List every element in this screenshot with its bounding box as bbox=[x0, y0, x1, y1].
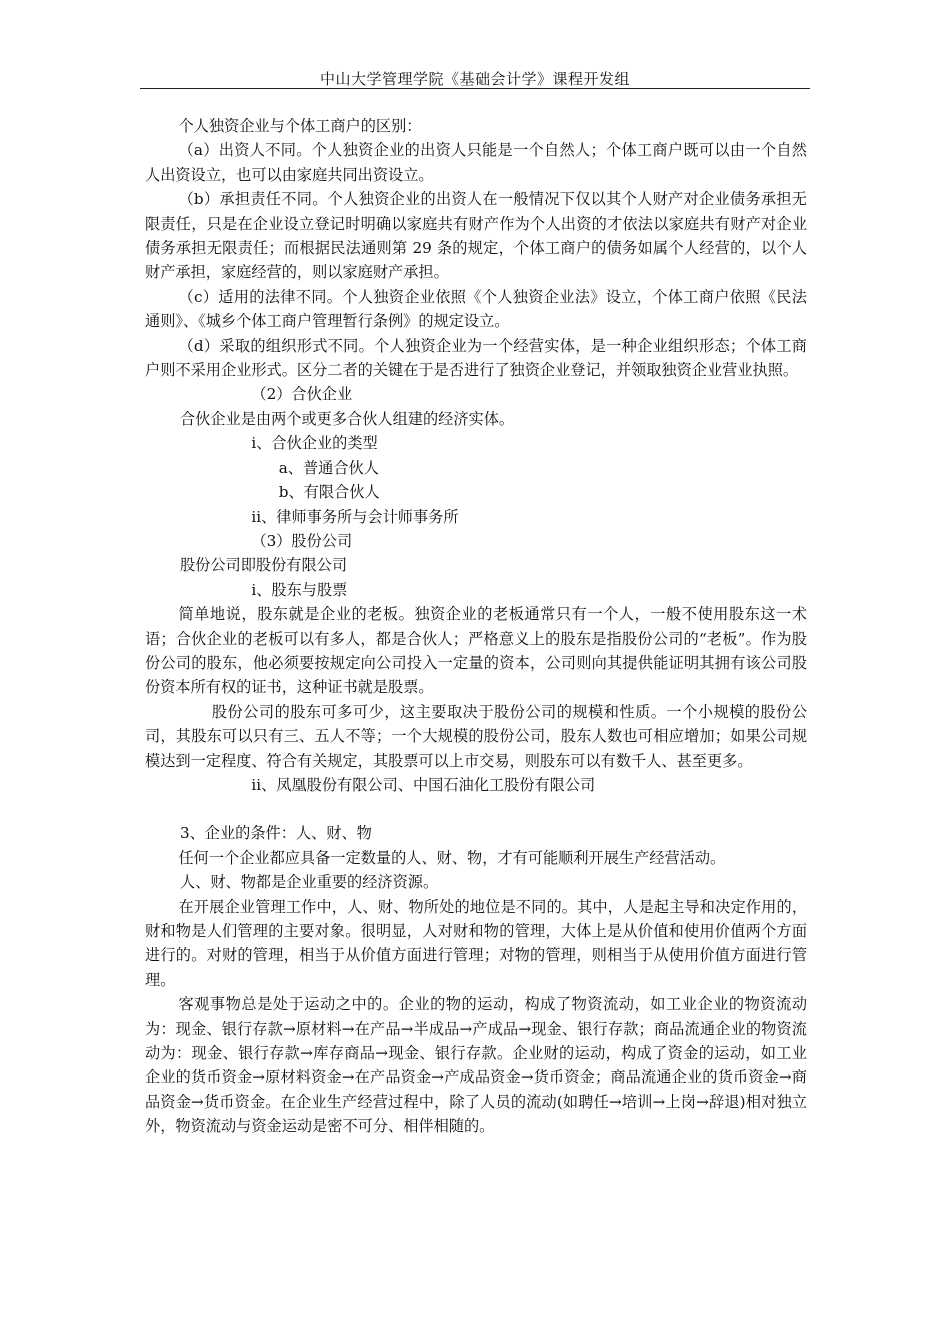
para-joint-stock-def: 股份公司即股份有限公司 bbox=[179, 556, 348, 575]
list-item-general-partner: a、普通合伙人 bbox=[278, 458, 379, 477]
list-item-examples: ⅱ、凤凰股份有限公司、中国石油化工股份有限公司 bbox=[251, 775, 596, 794]
heading-partnership: （2）合伙企业 bbox=[251, 385, 353, 404]
header-rule bbox=[140, 88, 810, 89]
para-shareholder-count: 股份公司的股东可多可少，这主要取决于股份公司的规模和性质。一个小规模的股份公司，其股东可以只有三、五人不等；一个大规模的股份公司，股东人数也可相应增加；如果公司规模达到一定程度、符合有关规定，其股票可以上市交易，则股东可以有数千人、甚至更多。 bbox=[145, 702, 807, 770]
para-flow-movement: 客观事物总是处于运动之中的。企业的物的运动，构成了物资流动，如工业企业的物资流动为：现金、银行存款→原材料→在产品→半成品→产成品→现金、银行存款；商品流通企业的物资流动为：现金、银行存款→库存商品→现金、银行存款。企业财的运动，构成了资金的运动，如工业企业的货币资金→原材料资金→在产品资金→产成品资金→货币资金；商品流通企业的货币资金→商品资金→货币资金。在企业生产经营过程中，除了人员的流动(如聘任→培训→上岗→辞退)相对独立外，物资流动与资金运动是密不可分、相伴相随的。 bbox=[145, 995, 807, 1136]
para-partnership-def: 合伙企业是由两个或更多合伙人组建的经济实体。 bbox=[179, 409, 515, 428]
heading-enterprise-conditions: 3、企业的条件：人、财、物 bbox=[179, 824, 372, 843]
list-item-limited-partner: b、有限合伙人 bbox=[278, 483, 380, 502]
para-point-b: （b）承担责任不同。个人独资企业的出资人在一般情况下仅以其个人财产对企业债务承担无限责任，只是在企业设立登记时明确以家庭共有财产作为个人出资的才依法以家庭共有财产对企业债务承担无限责任；而根据民法通则第 29 条的规定，个体工商户的债务如属个人经营的，以个人财产承担，家庭经营的，则以家庭财产承担。 bbox=[145, 190, 807, 282]
heading-joint-stock: （3）股份公司 bbox=[251, 531, 353, 550]
document-body bbox=[145, 114, 807, 1139]
list-item-shareholders: ⅰ、股东与股票 bbox=[251, 580, 348, 599]
spacer bbox=[145, 797, 807, 821]
para-point-d: （d）采取的组织形式不同。个人独资企业为一个经营实体，是一种企业组织形态；个体工商户则不采用企业形式。区分二者的关键在于是否进行了独资企业登记，并领取独资企业营业执照。 bbox=[145, 336, 807, 380]
para-shareholder-explain: 简单地说，股东就是企业的老板。独资企业的老板通常只有一个人，一般不使用股东这一术语；合伙企业的老板可以有多人，都是合伙人；严格意义上的股东是指股份公司的“老板”。作为股份公司的股东，他必须要按规定向公司投入一定量的资本，公司则向其提供能证明其拥有该公司股份资本所有权的证书，这种证书就是股票。 bbox=[145, 605, 807, 697]
para-management-roles: 在开展企业管理工作中，人、财、物所处的地位是不同的。其中，人是起主导和决定作用的，财和物是人们管理的主要对象。很明显，人对财和物的管理，大体上是从价值和使用价值两个方面进行的。对财的管理，相当于从价值方面进行管理；对物的管理，则相当于从使用价值方面进行管理。 bbox=[145, 897, 807, 989]
list-item-law-firms: ⅱ、律师事务所与会计师事务所 bbox=[251, 507, 459, 526]
page-header: 中山大学管理学院《基础会计学》课程开发组 bbox=[319, 70, 630, 88]
para-point-a: （a）出资人不同。个人独资企业的出资人只能是一个自然人；个体工商户既可以由一个自然人出资设立，也可以由家庭共同出资设立。 bbox=[145, 141, 807, 184]
para-distinction-heading: 个人独资企业与个体工商户的区别： bbox=[178, 117, 422, 135]
para-point-c: （c）适用的法律不同。个人独资企业依照《个人独资企业法》设立，个体工商户依照《民法通则》、《城乡个体工商户管理暂行条例》的规定设立。 bbox=[145, 287, 807, 331]
list-item-partnership-types: ⅰ、合伙企业的类型 bbox=[251, 434, 378, 453]
para-conditions-2: 人、财、物都是企业重要的经济资源。 bbox=[179, 873, 439, 892]
para-conditions-1: 任何一个企业都应具备一定数量的人、财、物，才有可能顺利开展生产经营活动。 bbox=[178, 848, 726, 867]
